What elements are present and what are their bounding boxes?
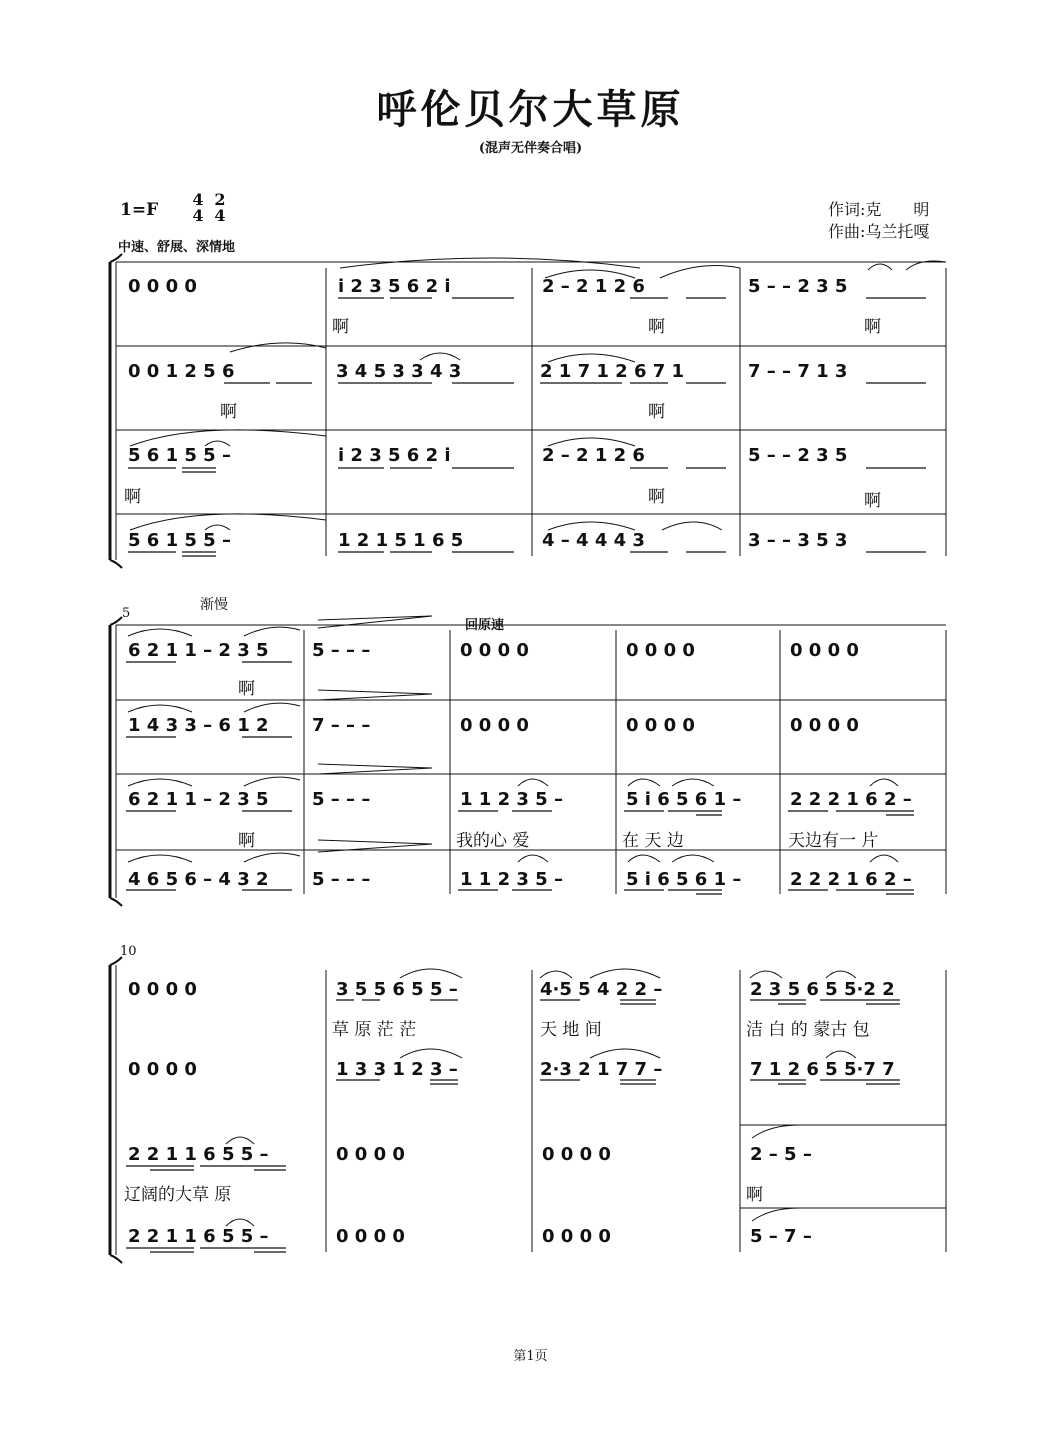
s2-v4-m2: 5 – – – <box>312 869 371 890</box>
s2-v3-lyric-1: 啊 <box>238 831 255 851</box>
s1-v3-m3: 2 – 2 1 2 6 <box>542 445 645 466</box>
s2-v4-m4: 5 i 6 5 6 1 – <box>626 869 742 890</box>
system3-bracket <box>110 957 122 1263</box>
s2-v3-lyric-4: 在 天 边 <box>622 831 684 851</box>
s2-v1-m4: 0 0 0 0 <box>626 640 695 661</box>
s2-v3-m1: 6 2 1 1 – 2 3 5 <box>128 789 269 810</box>
s2-v3-m3: 1 1 2 3 5 – <box>460 789 563 810</box>
s1-v4-m4: 3 – – 3 5 3 <box>748 530 848 551</box>
s1-v1-lyric-2: 啊 <box>332 317 349 337</box>
s3-v2-m1: 0 0 0 0 <box>128 1059 197 1080</box>
s1-v2-lyric-1: 啊 <box>220 402 237 422</box>
s1-v1-m4: 5 – – 2 3 5 <box>748 276 848 297</box>
s2-v4-m1: 4 6 5 6 – 4 3 2 <box>128 869 269 890</box>
s1-v3-m2: i 2 3 5 6 2 i <box>338 445 451 466</box>
s1-v1-m2: i 2 3 5 6 2 i <box>338 276 451 297</box>
s3-v1-m3: 4·5 5 4 2 2 – <box>540 979 663 1000</box>
rit-marking: 渐慢 <box>200 597 228 613</box>
s1-v3-m4: 5 – – 2 3 5 <box>748 445 848 466</box>
system3-barlines <box>326 970 946 1252</box>
s3-v1-lyric-2: 草 原 茫 茫 <box>332 1020 417 1040</box>
s3-v1-m4: 2 3 5 6 5 5·2 2 <box>750 979 895 1000</box>
s3-v4-m1: 2 2 1 1 6 5 5 – <box>128 1226 269 1247</box>
system3-staff-lines <box>740 1125 946 1208</box>
s2-v2-m3: 0 0 0 0 <box>460 715 529 736</box>
s1-v3-lyric-1: 啊 <box>124 487 141 507</box>
s1-v2-m4: 7 – – 7 1 3 <box>748 361 848 382</box>
s1-v1-m3: 2 – 2 1 2 6 <box>542 276 645 297</box>
tempo-marking: 中速、舒展、深情地 <box>118 240 236 255</box>
s3-v3-lyric-4: 啊 <box>746 1185 763 1205</box>
s2-v4-m3: 1 1 2 3 5 – <box>460 869 563 890</box>
key-signature: 1=F <box>120 200 159 220</box>
s1-v1-lyric-3: 啊 <box>648 317 665 337</box>
meter1-bottom: 4 <box>192 206 204 225</box>
meter2-top: 2 <box>214 190 226 209</box>
page-number: 第1页 <box>513 1349 548 1364</box>
s1-v4-m3: 4 – 4 4 4 3 <box>542 530 645 551</box>
system2-bracket <box>110 617 122 906</box>
lyricist-credit: 作词:克 明 <box>828 200 930 219</box>
s3-v4-m4: 5 – 7 – <box>750 1226 812 1247</box>
s2-v1-lyric-1: 啊 <box>238 679 255 699</box>
s2-v3-lyric-5: 天边有一 片 <box>788 831 879 851</box>
s2-v2-m2: 7 – – – <box>312 715 371 736</box>
s3-v2-m4: 7 1 2 6 5 5·7 7 <box>750 1059 895 1080</box>
s2-v3-m2: 5 – – – <box>312 789 371 810</box>
bar-number-5: 5 <box>122 606 131 621</box>
s2-v3-m5: 2 2 2 1 6 2 – <box>790 789 912 810</box>
s2-v1-m2: 5 – – – <box>312 640 371 661</box>
meter2-bottom: 4 <box>214 206 226 225</box>
time-signature-2 <box>212 192 228 224</box>
s2-v1-m1: 6 2 1 1 – 2 3 5 <box>128 640 269 661</box>
s2-v2-m4: 0 0 0 0 <box>626 715 695 736</box>
s3-v3-m2: 0 0 0 0 <box>336 1144 405 1165</box>
time-signature-1 <box>190 192 206 224</box>
s2-v3-m4: 5 i 6 5 6 1 – <box>626 789 742 810</box>
s2-v1-m3: 0 0 0 0 <box>460 640 529 661</box>
a-tempo-marking: 回原速 <box>465 618 505 633</box>
s1-v2-lyric-3: 啊 <box>648 402 665 422</box>
s1-v2-m3: 2 1 7 1 2 6 7 1 <box>540 361 685 382</box>
s1-v1-lyric-4: 啊 <box>864 317 881 337</box>
s1-v3-m1: 5 6 1 5 5 – <box>128 445 231 466</box>
s2-v2-m1: 1 4 3 3 – 6 1 2 <box>128 715 269 736</box>
s1-v3-lyric-4: 啊 <box>864 491 881 511</box>
s3-v1-lyric-3: 天 地 间 <box>540 1020 602 1040</box>
s3-v3-m4: 2 – 5 – <box>750 1144 812 1165</box>
s3-v2-m3: 2·3 2 1 7 7 – <box>540 1059 663 1080</box>
meter1-top: 4 <box>192 190 204 209</box>
bar-number-10: 10 <box>120 944 137 959</box>
s1-v2-m2: 3 4 5 3 3 4 3 <box>336 361 462 382</box>
s2-v3-lyric-3: 我的心 爱 <box>456 831 530 851</box>
s1-v3-lyric-3: 啊 <box>648 487 665 507</box>
system1-bracket <box>110 254 122 568</box>
s3-v1-m1: 0 0 0 0 <box>128 979 197 1000</box>
s3-v4-m3: 0 0 0 0 <box>542 1226 611 1247</box>
s3-v4-m2: 0 0 0 0 <box>336 1226 405 1247</box>
page-subtitle: (混声无伴奏合唱) <box>478 141 583 156</box>
page-title: 呼伦贝尔大草原 <box>376 86 685 133</box>
s3-v3-m3: 0 0 0 0 <box>542 1144 611 1165</box>
s1-v4-m1: 5 6 1 5 5 – <box>128 530 231 551</box>
system1-barlines <box>326 268 946 556</box>
system1-staff-lines <box>116 262 946 514</box>
system1-beams <box>128 298 926 556</box>
system2-barlines <box>304 630 946 894</box>
s3-v1-m2: 3 5 5 6 5 5 – <box>336 979 458 1000</box>
system1-slurs <box>130 258 946 530</box>
composer-credit: 作曲:乌兰托嘎 <box>828 222 930 241</box>
s1-v1-m1: 0 0 0 0 <box>128 276 197 297</box>
s3-v3-m1: 2 2 1 1 6 5 5 – <box>128 1144 269 1165</box>
s3-v2-m2: 1 3 3 1 2 3 – <box>336 1059 458 1080</box>
s1-v4-m2: 1 2 1 5 1 6 5 <box>338 530 464 551</box>
s2-v2-m5: 0 0 0 0 <box>790 715 859 736</box>
s1-v2-m1: 0 0 1 2 5 6 <box>128 361 235 382</box>
s3-v1-lyric-4: 洁 白 的 蒙古 包 <box>746 1020 870 1040</box>
s2-v4-m5: 2 2 2 1 6 2 – <box>790 869 912 890</box>
s2-v1-m5: 0 0 0 0 <box>790 640 859 661</box>
s3-v3-lyric-1: 辽阔的大草 原 <box>124 1185 232 1205</box>
